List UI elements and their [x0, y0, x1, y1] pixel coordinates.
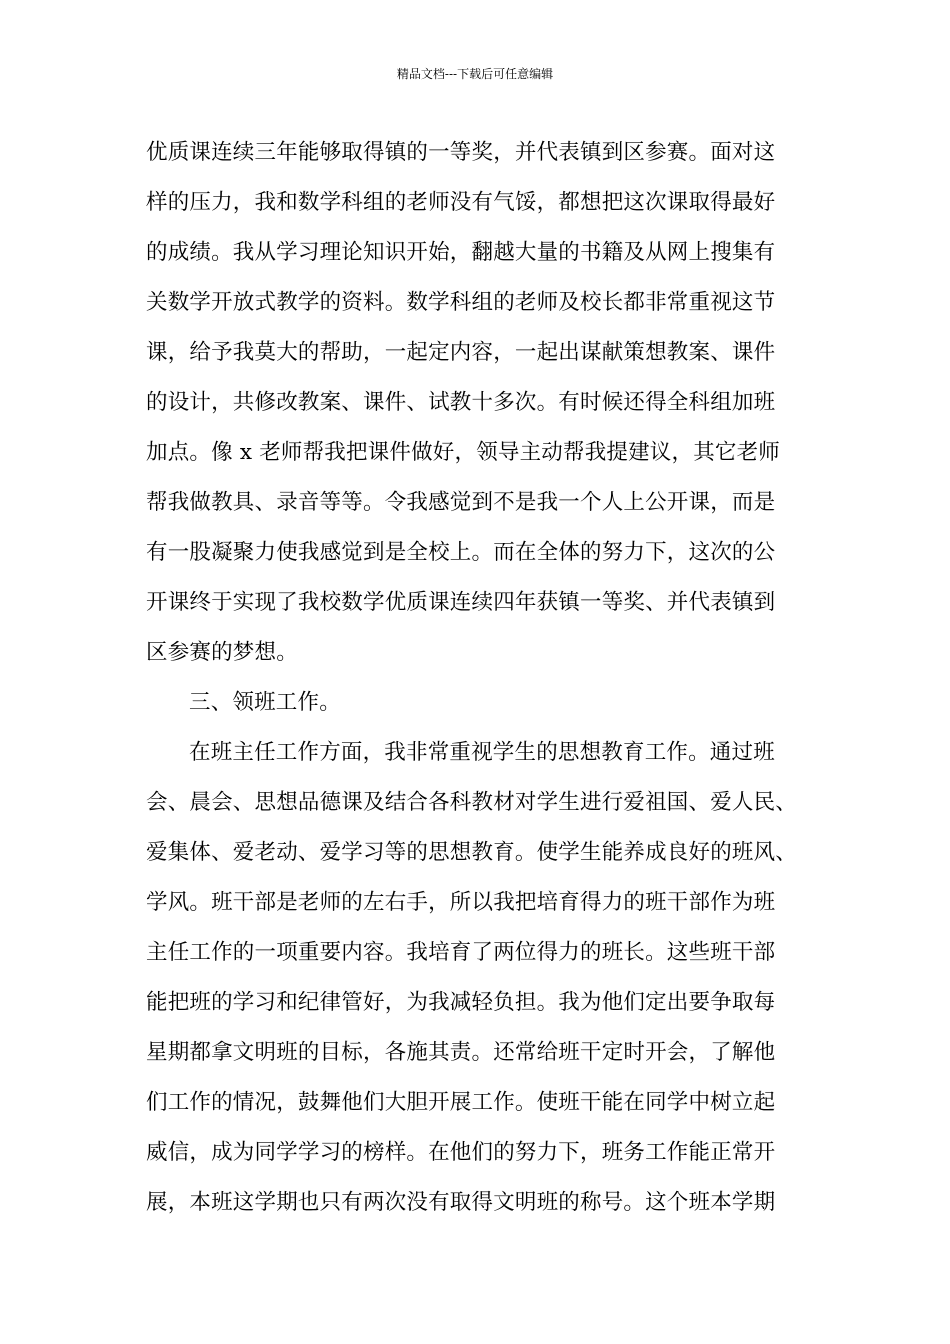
text-line: 爱集体、爱老动、爱学习等的思想教育。使学生能养成良好的班风、	[146, 840, 798, 865]
page-header: 精品文档---下载后可任意编辑	[396, 67, 554, 81]
text-line: 在班主任工作方面，我非常重视学生的思想教育工作。通过班	[189, 740, 775, 765]
text-line: 们工作的情况，鼓舞他们大胆开展工作。使班干能在同学中树立起	[146, 1090, 776, 1115]
text-line: 能把班的学习和纪律管好，为我减轻负担。我为他们定出要争取每	[146, 990, 776, 1015]
text-line: 加点。像 x 老师帮我把课件做好，领导主动帮我提建议，其它老师	[146, 440, 780, 465]
text-line: 开课终于实现了我校数学优质课连续四年获镇一等奖、并代表镇到	[146, 590, 776, 615]
text-line: 会、晨会、思想品德课及结合各科教材对学生进行爱祖国、爱人民、	[146, 790, 798, 815]
text-line: 威信，成为同学学习的榜样。在他们的努力下，班务工作能正常开	[146, 1140, 776, 1165]
text-line: 样的压力，我和数学科组的老师没有气馁，都想把这次课取得最好	[146, 190, 776, 215]
text-line: 有一股凝聚力使我感觉到是全校上。而在全体的努力下，这次的公	[146, 540, 776, 565]
document-body	[146, 128, 826, 1228]
text-line: 星期都拿文明班的目标，各施其责。还常给班干定时开会，了解他	[146, 1040, 776, 1065]
text-line: 主任工作的一项重要内容。我培育了两位得力的班长。这些班干部	[146, 940, 776, 965]
text-line: 帮我做教具、录音等等。令我感觉到不是我一个人上公开课，而是	[146, 490, 776, 515]
text-line: 的成绩。我从学习理论知识开始，翻越大量的书籍及从网上搜集有	[146, 240, 776, 265]
text-line: 学风。班干部是老师的左右手，所以我把培育得力的班干部作为班	[146, 890, 776, 915]
text-line: 的设计，共修改教案、课件、试教十多次。有时候还得全科组加班	[146, 390, 776, 415]
text-line: 优质课连续三年能够取得镇的一等奖，并代表镇到区参赛。面对这	[146, 140, 776, 165]
text-line: 关数学开放式教学的资料。数学科组的老师及校长都非常重视这节	[146, 290, 776, 315]
text-line: 课，给予我莫大的帮助，一起定内容，一起出谋献策想教案、课件	[146, 340, 776, 365]
text-line: 三、领班工作。	[189, 690, 341, 715]
text-line: 区参赛的梦想。	[146, 640, 298, 665]
text-line: 展，本班这学期也只有两次没有取得文明班的称号。这个班本学期	[146, 1190, 776, 1215]
